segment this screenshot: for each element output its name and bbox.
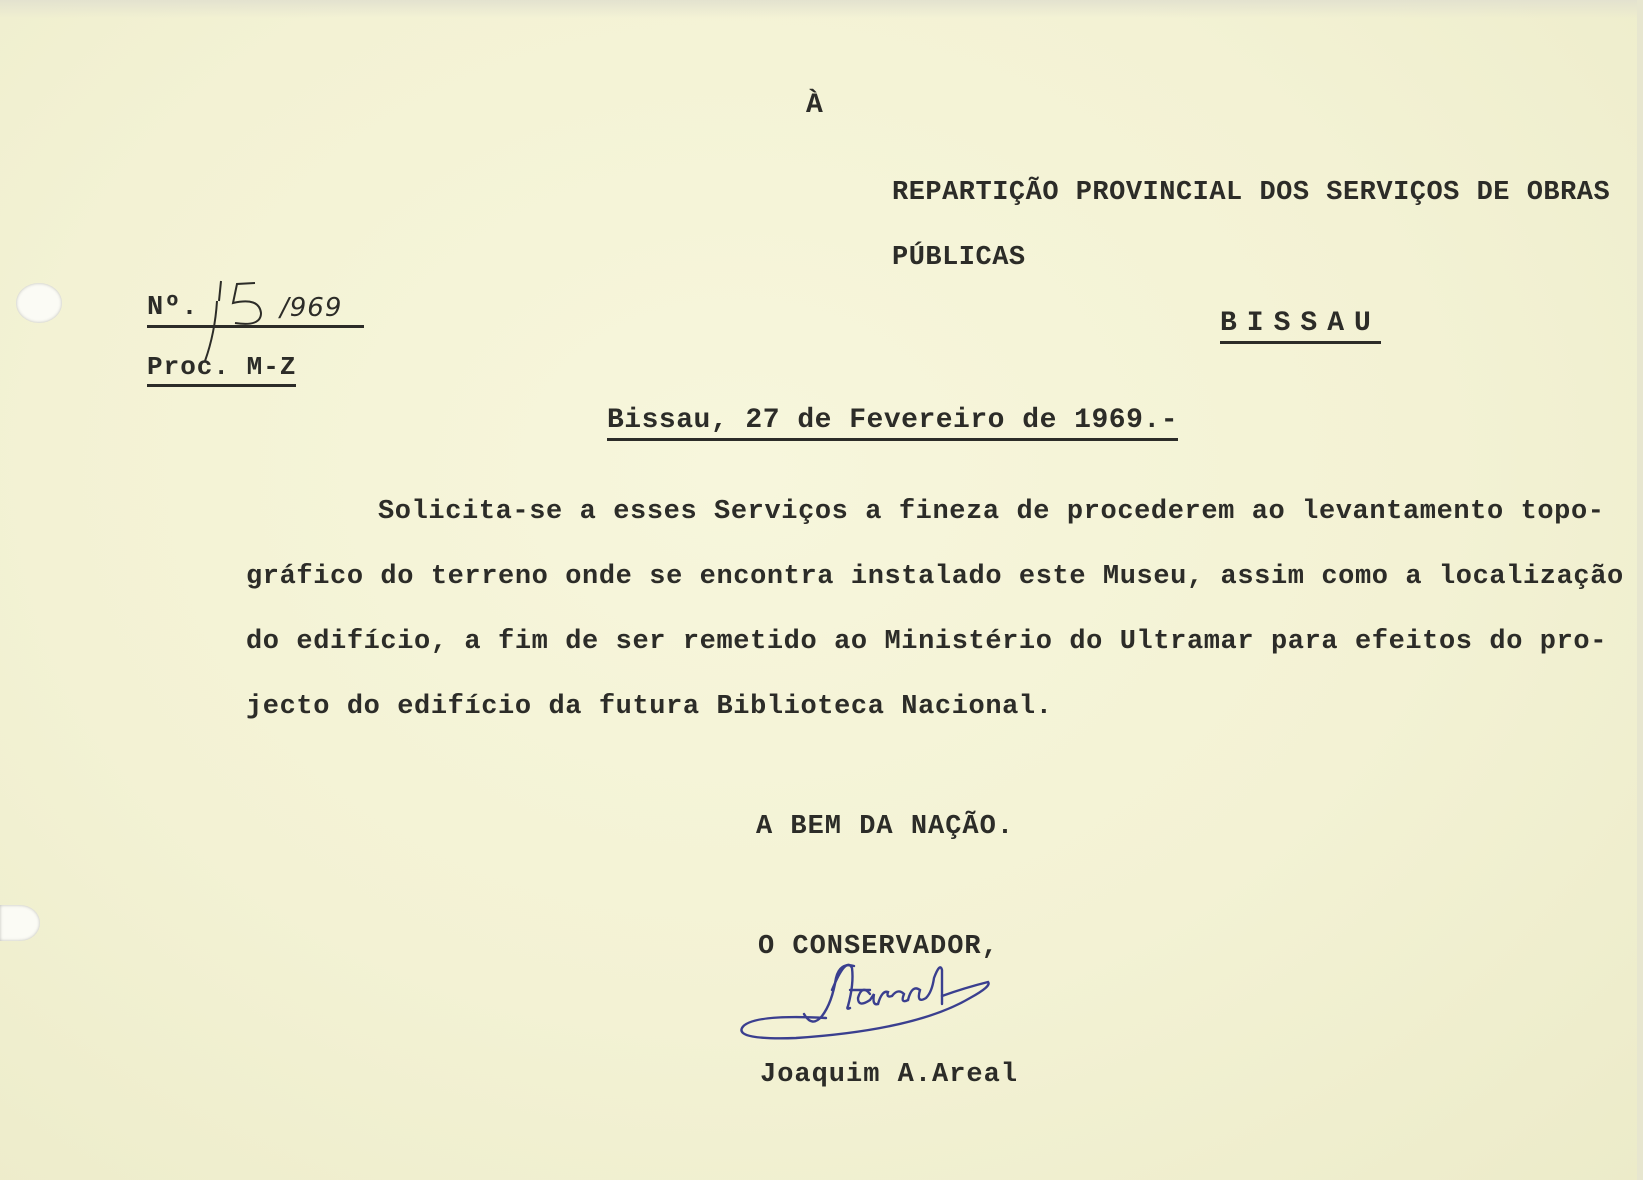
reference-underline	[147, 325, 364, 328]
signatory-title: O CONSERVADOR,	[758, 932, 999, 962]
salutation: À	[806, 90, 824, 121]
closing-formula: A BEM DA NAÇÃO.	[756, 812, 1015, 842]
letter-date: Bissau, 27 de Fevereiro de 1969.-	[607, 405, 1178, 441]
body-line: gráfico do terreno onde se encontra instalado este Museu, assim como a localização	[246, 562, 1624, 592]
handwritten-number	[197, 253, 287, 363]
punch-hole	[0, 905, 40, 941]
recipient-line-1: REPARTIÇÃO PROVINCIAL DOS SERVIÇOS DE OBRAS	[892, 178, 1611, 208]
reference-number	[147, 283, 364, 325]
body-line: do edifício, a fim de ser remetido ao Ministério do Ultramar para efeitos do pro-	[246, 627, 1608, 657]
reference-year: /969	[280, 293, 343, 323]
recipient-line-2: PÚBLICAS	[892, 243, 1026, 273]
reference-number-prefix: Nº.	[147, 293, 199, 323]
recipient-city: BISSAU	[1220, 308, 1381, 344]
paper-edge	[1637, 0, 1643, 1180]
handwritten-signature	[736, 948, 1026, 1063]
body-line: Solicita-se a esses Serviços a fineza de procederem ao levantamento topo-	[378, 497, 1605, 527]
body-line: jecto do edifício da futura Biblioteca Nacional.	[246, 692, 1053, 722]
signature-text: JAreal	[736, 948, 740, 949]
signatory-name: Joaquim A.Areal	[760, 1060, 1019, 1090]
process-reference: Proc. M-Z	[147, 352, 296, 387]
paper-shadow	[0, 0, 1643, 18]
punch-hole	[16, 283, 62, 323]
